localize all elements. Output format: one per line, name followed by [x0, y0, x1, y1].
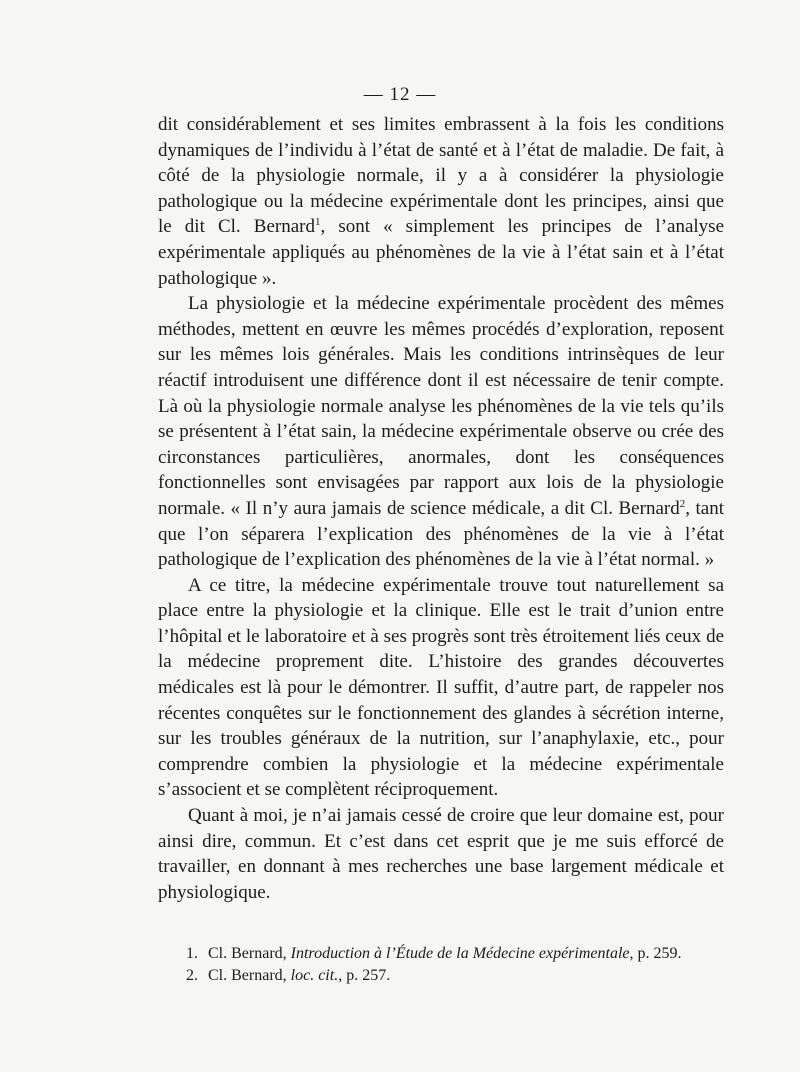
- paragraph-2-text: La physiologie et la médecine expérimentale procèdent des mêmes méthodes, mettent en œuvre les mêmes procédés d’exploration, reposent sur les mêmes lois générales. Mais les conditions intrinsèques de leur réactif introduisent une différence dont il est nécessaire de tenir compte. Là où la physiologie normale analyse les phénomènes de la vie tels qu’ils se présentent à l’état sain, la médecine expérimentale observe ou crée des circonstances particulières, anormales, dont les conséquences fonctionnelles sont envisagées par rapport aux lois de la physiologie normale. « Il n’y aura jamais de science médicale, a dit Cl. Bernard: [158, 293, 724, 519]
- footnote-2-number: 2.: [186, 967, 198, 984]
- footnote-1-number: 1.: [186, 945, 198, 962]
- paragraph-1-text-cont: , sont « simplement les principes de l’analyse expérimentale appliqués au phénomènes de la vie à l’état sain et à l’état pathologique ».: [158, 216, 724, 289]
- footnote-1-author: Cl. Bernard,: [208, 945, 287, 962]
- footnote-2-page: , p. 257.: [338, 967, 391, 984]
- footnote-1-title: Introduction à l’Étude de la Médecine expérimentale: [290, 945, 630, 962]
- paragraph-3: A ce titre, la médecine expérimentale trouve tout naturellement sa place entre la physiologie et la clinique. Elle est le trait d’union entre l’hôpital et le laboratoire et à ses progrès sont très étroitement liés ceux de la médecine proprement dite. L’histoire des grandes découvertes médicales est là pour le démontrer. Il suffit, d’autre part, de rappeler nos récentes conquêtes sur le fonctionnement des glandes à sécrétion interne, sur les troubles généraux de la nutrition, sur l’anaphylaxie, etc., pour comprendre combien la physiologie et la médecine expérimentale s’associent et se complètent réciproquement.: [158, 574, 724, 801]
- page-number: — 12 —: [363, 84, 437, 105]
- paragraph-1: [158, 112, 724, 291]
- footnote-ref-1: 1: [314, 216, 321, 229]
- footnote-ref-2: 2: [679, 497, 686, 510]
- footnote-2-author: Cl. Bernard,: [208, 967, 287, 984]
- paragraph-2-text-cont: , tant que l’on séparera l’explication des phénomènes de la vie à l’état pathologique de l’explication des phénomènes de la vie à l’état normal. »: [158, 497, 724, 571]
- body-text: [158, 112, 724, 905]
- paragraph-2: [158, 291, 724, 573]
- footnote-2: [186, 965, 746, 987]
- footnote-2-title: loc. cit.: [290, 967, 339, 984]
- paragraph-1-text: dit considérablement et ses limites embrassent à la fois les conditions dynamiques de l’individu à l’état de santé et à l’état de maladie. De fait, à côté de la physiologie normale, il y a à considérer la physiologie pathologique ou la médecine expérimentale dont les principes, ainsi que le dit Cl. Bernard: [158, 114, 724, 238]
- footnote-1-page: , p. 259.: [629, 945, 682, 962]
- footnotes: [186, 943, 746, 987]
- paragraph-4: Quant à moi, je n’ai jamais cessé de croire que leur domaine est, pour ainsi dire, commun. Et c’est dans cet esprit que je me suis efforcé de travailler, en donnant à mes recherches une base largement médicale et physiologique.: [158, 805, 724, 903]
- footnote-1: [186, 943, 746, 965]
